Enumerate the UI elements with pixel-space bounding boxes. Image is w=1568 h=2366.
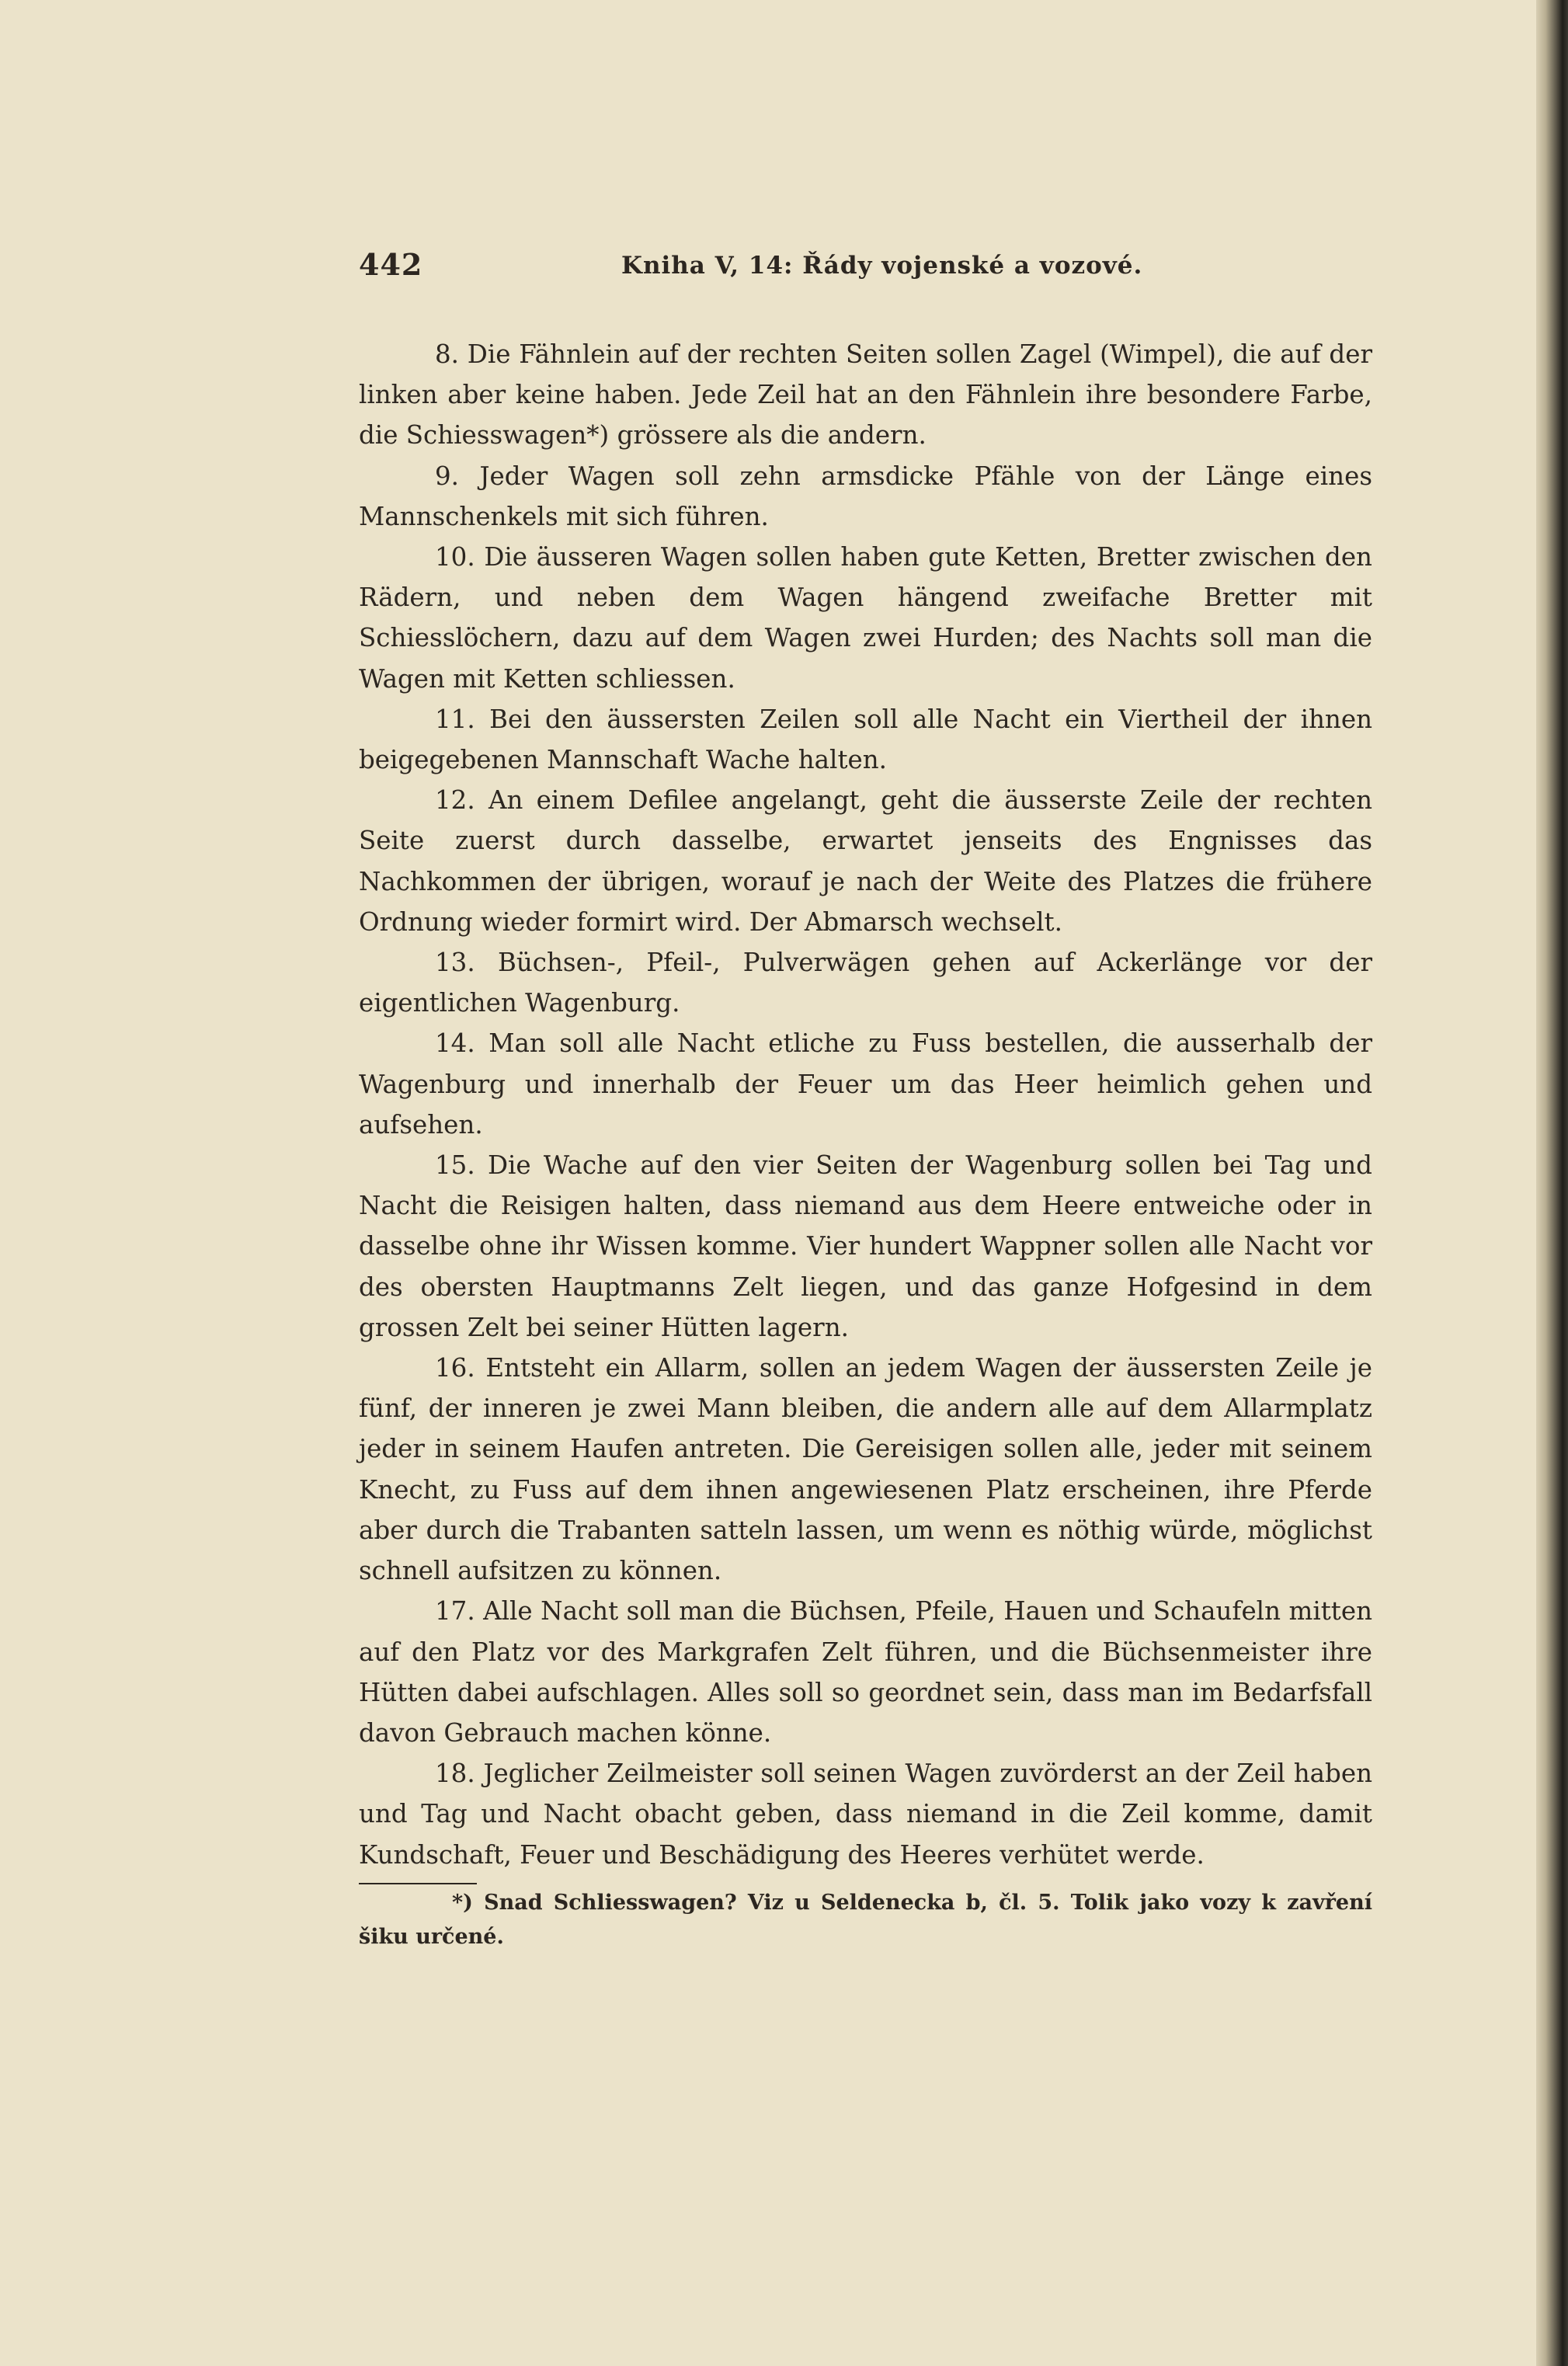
paragraph-16: 16. Entsteht ein Allarm, sollen an jedem Wagen der äussersten Zeile je fünf, der inneren je zwei Mann bleiben, die andern alle auf dem Allarmplatz jeder in seinem Haufen antreten. Die Gereisigen sollen alle, jeder mit seinem Knecht, zu Fuss auf dem ihnen angewiesenen Platz erscheinen, ihre Pferde aber durch die Trabanten satteln lassen, um wenn es nöthig würde, möglichst schnell aufsitzen zu können.	[359, 1353, 1372, 1586]
page-header	[359, 247, 1372, 294]
book-binding-edge	[1536, 0, 1568, 2366]
paragraph-9: 9. Jeder Wagen soll zehn armsdicke Pfähle von der Länge eines Mannschenkels mit sich führen.	[359, 461, 1372, 531]
page-number: 442	[359, 247, 423, 282]
footnote: *) Snad Schliesswagen? Viz u Seldenecka b, čl. 5. Tolik jako vozy k zavření šiku určené.	[359, 1891, 1372, 1949]
paragraph-18: 18. Jeglicher Zeilmeister soll seinen Wagen zuvörderst an der Zeil haben und Tag und Nacht obacht geben, dass niemand in die Zeil komme, damit Kundschaft, Feuer und Beschädigung des Heeres verhütet werde.	[359, 1759, 1372, 1870]
paragraph-11: 11. Bei den äussersten Zeilen soll alle Nacht ein Viertheil der ihnen beigegebenen Mannschaft Wache halten.	[359, 704, 1372, 775]
paragraph-15: 15. Die Wache auf den vier Seiten der Wagenburg sollen bei Tag und Nacht die Reisigen halten, dass niemand aus dem Heere entweiche oder in dasselbe ohne ihr Wissen komme. Vier hundert Wappner sollen alle Nacht vor des obersten Hauptmanns Zelt liegen, und das ganze Hofgesind in dem grossen Zelt bei seiner Hütten lagern.	[359, 1150, 1372, 1342]
paragraph-17: 17. Alle Nacht soll man die Büchsen, Pfeile, Hauen und Schaufeln mitten auf den Platz vor des Markgrafen Zelt führen, und die Büchsenmeister ihre Hütten dabei aufschlagen. Alles soll so geordnet sein, dass man im Bedarfsfall davon Gebrauch machen könne.	[359, 1596, 1372, 1748]
paragraph-10: 10. Die äusseren Wagen sollen haben gute Ketten, Bretter zwischen den Rädern, und neben dem Wagen hängend zweifache Bretter mit Schiesslöchern, dazu auf dem Wagen zwei Hurden; des Nachts soll man die Wagen mit Ketten schliessen.	[359, 542, 1372, 694]
paragraph-8: 8. Die Fähnlein auf der rechten Seiten sollen Zagel (Wimpel), die auf der linken aber keine haben. Jede Zeil hat an den Fähnlein ihre besondere Farbe, die Schiesswagen*) grössere als die andern.	[359, 339, 1372, 451]
footnote-divider	[359, 1883, 477, 1884]
paragraph-14: 14. Man soll alle Nacht etliche zu Fuss bestellen, die ausserhalb der Wagenburg und innerhalb der Feuer um das Heer heimlich gehen und aufsehen.	[359, 1028, 1372, 1140]
body-text	[359, 334, 1372, 1875]
paragraph-13: 13. Büchsen-, Pfeil-, Pulverwägen gehen auf Ackerlänge vor der eigentlichen Wagenburg.	[359, 948, 1372, 1018]
running-title: Kniha V, 14: Řády vojenské a vozové.	[621, 252, 1143, 280]
paragraph-12: 12. An einem Defilee angelangt, geht die äusserste Zeile der rechten Seite zuerst durch dasselbe, erwartet jenseits des Engnisses das Nachkommen der übrigen, worauf je nach der Weite des Platzes die frühere Ordnung wieder formirt wird. Der Abmarsch wechselt.	[359, 785, 1372, 937]
